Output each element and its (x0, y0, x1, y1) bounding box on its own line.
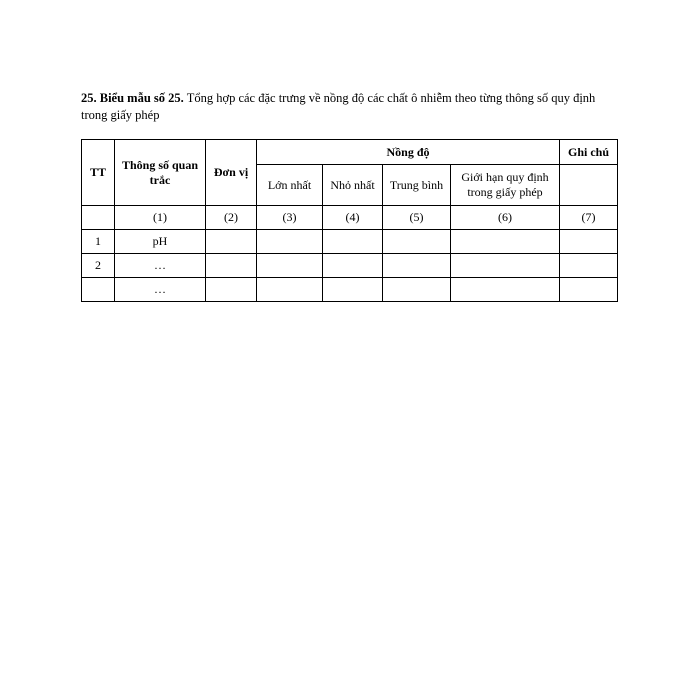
row-tt (82, 278, 115, 302)
cell-limit (451, 254, 560, 278)
column-number: (2) (206, 206, 257, 230)
row-parameter: pH (115, 230, 206, 254)
header-avg: Trung bình (383, 165, 451, 206)
column-number: (3) (257, 206, 323, 230)
header-parameter: Thông số quan trắc (115, 140, 206, 206)
column-number: (7) (560, 206, 618, 230)
cell-max (257, 230, 323, 254)
header-concentration: Nồng độ (257, 140, 560, 165)
cell-note (560, 230, 618, 254)
cell-limit (451, 230, 560, 254)
header-row-1 (82, 140, 618, 165)
row-parameter: … (115, 254, 206, 278)
form-heading (81, 90, 621, 124)
cell-avg (383, 230, 451, 254)
cell-min (323, 254, 383, 278)
row-tt: 1 (82, 230, 115, 254)
column-number: (1) (115, 206, 206, 230)
pollutant-table (81, 139, 618, 302)
table-row (82, 278, 618, 302)
column-number-blank (82, 206, 115, 230)
form-number: 25. Biểu mẫu số 25. (81, 91, 184, 105)
header-unit: Đơn vị (206, 140, 257, 206)
column-number: (6) (451, 206, 560, 230)
cell-avg (383, 254, 451, 278)
cell-max (257, 278, 323, 302)
cell-max (257, 254, 323, 278)
row-tt: 2 (82, 254, 115, 278)
row-parameter: … (115, 278, 206, 302)
column-number-row (82, 206, 618, 230)
header-min: Nhỏ nhất (323, 165, 383, 206)
cell-avg (383, 278, 451, 302)
header-tt: TT (82, 140, 115, 206)
column-number: (5) (383, 206, 451, 230)
cell-min (323, 278, 383, 302)
table-row (82, 230, 618, 254)
cell-note (560, 254, 618, 278)
header-max: Lớn nhất (257, 165, 323, 206)
cell-unit (206, 254, 257, 278)
column-number: (4) (323, 206, 383, 230)
cell-unit (206, 230, 257, 254)
cell-limit (451, 278, 560, 302)
cell-min (323, 230, 383, 254)
header-note-blank (560, 165, 618, 206)
header-note: Ghi chú (560, 140, 618, 165)
form-title: Tổng hợp các đặc trưng về nồng độ các chất ô nhiễm theo từng thông số quy định trong giấy phép (81, 91, 596, 122)
cell-unit (206, 278, 257, 302)
header-limit: Giới hạn quy định trong giấy phép (451, 165, 560, 206)
table-row (82, 254, 618, 278)
cell-note (560, 278, 618, 302)
